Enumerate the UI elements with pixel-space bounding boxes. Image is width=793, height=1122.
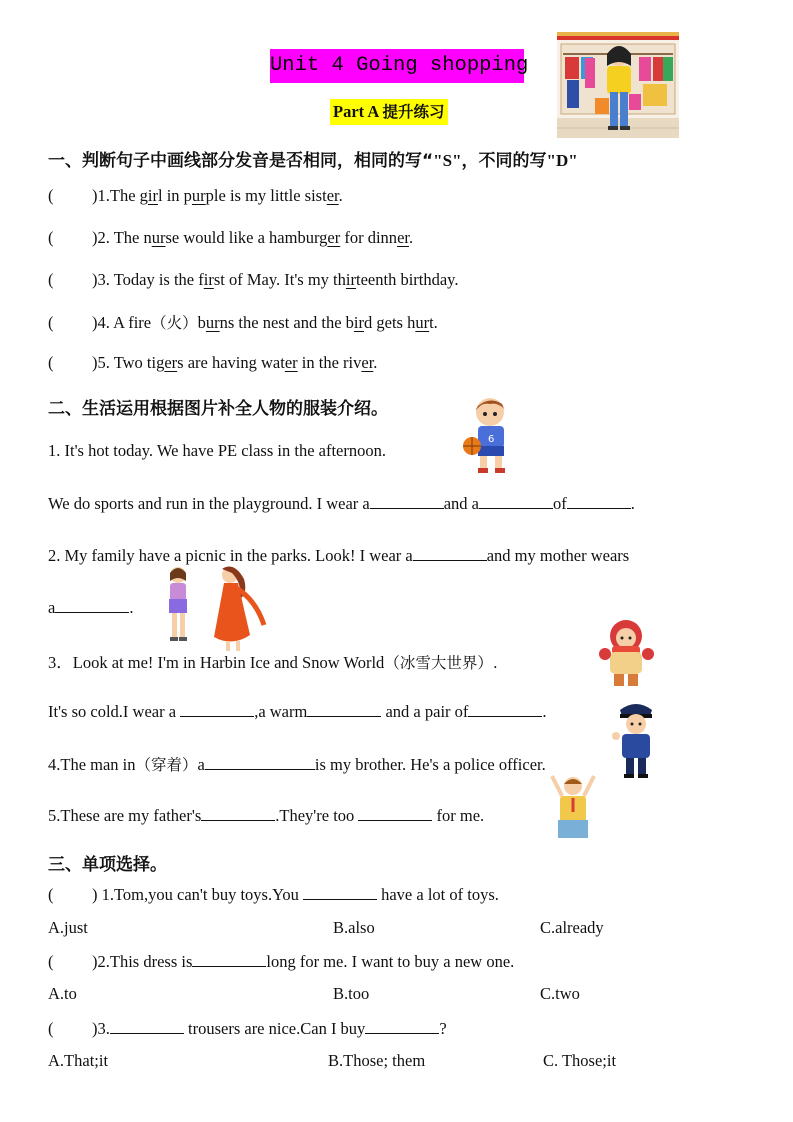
subtitle-part: Part A [333,102,379,121]
answer-paren[interactable]: ( [48,270,54,289]
text: )3. Today is the f [92,270,204,289]
text: is my brother. He's a police officer. [314,755,546,774]
section3-q2-option-b[interactable]: B.too [333,984,370,1003]
section3-question-2 [48,951,514,972]
section3-q3-option-a[interactable]: A.That;it [48,1051,109,1070]
text: ns the nest and the b [219,313,354,332]
text: ) 1.Tom,you can't buy toys.You [92,885,303,904]
text: ? [439,1019,447,1038]
section3-question-3 [48,1018,447,1039]
text: . [630,494,635,513]
answer-paren[interactable]: ( [48,885,54,904]
text: l in p [158,186,192,205]
text: a [197,755,205,774]
page-title: Unit 4 Going shopping [270,49,524,83]
underlined-sound: er [164,353,178,372]
answer-blank[interactable] [370,493,444,509]
text: )4. A fire [92,313,152,332]
text: of [553,494,567,513]
underlined-sound: ir [345,270,356,289]
text: )3. [92,1019,110,1038]
winter-girl-picture [598,616,656,690]
section3-question-1 [48,884,499,905]
text: teenth birthday. [356,270,459,289]
text: It's so cold.I wear a [48,702,181,721]
text: d gets h [364,313,416,332]
text: long for me. I want to buy a new one. [266,952,515,971]
answer-paren[interactable]: ( [48,228,54,247]
section3-heading: 三、单项选择。 [48,855,167,875]
shopping-girl-picture [557,32,679,138]
section2-heading: 二、生活运用根据图片补全人物的服装介绍。 [48,399,388,419]
text: for me. [432,806,485,825]
answer-blank[interactable] [303,884,377,900]
underlined-sound: ur [205,313,220,332]
section1-heading-d: "D" [546,151,578,170]
text: and a [443,494,479,513]
answer-paren[interactable]: ( [48,952,54,971]
svg-text:6: 6 [488,434,495,445]
text: 2. My family have a picnic in the parks. Look! I wear a [48,546,413,565]
section2-q5 [48,805,484,826]
text: 4.The man in [48,755,136,774]
answer-blank[interactable] [358,805,432,821]
section2-q4 [48,753,546,775]
answer-paren[interactable]: ( [48,313,54,332]
text: and a pair of [381,702,469,721]
answer-blank[interactable] [468,701,542,717]
text: . [338,186,343,205]
text: t. [429,313,438,332]
text: in the riv [297,353,362,372]
section3-q1-option-a[interactable]: A.just [48,918,88,937]
answer-blank[interactable] [413,545,487,561]
answer-blank[interactable] [479,493,553,509]
underlined-sound: ir [203,270,214,289]
text-cn: （火） [151,314,198,332]
section3-q2-option-a[interactable]: A.to [48,984,77,1003]
underlined-sound: er [361,353,374,372]
subtitle-practice: 提升练习 [382,103,445,121]
section1-question-2 [48,228,413,248]
section2-q1-line2 [48,493,635,514]
page-subtitle [330,99,448,125]
answer-blank[interactable] [55,597,129,613]
text: trousers are nice.Can I buy [183,1019,366,1038]
underlined-sound: er [327,228,341,247]
text-cn: （穿着） [135,756,198,774]
section1-question-4 [48,311,438,333]
text: for dinn [340,228,398,247]
text: ,a warm [254,702,308,721]
underlined-sound: ur [151,228,166,247]
section3-q2-option-c[interactable]: C.two [540,984,580,1003]
text: b [197,313,206,332]
underlined-sound: er [397,228,409,247]
text: have a lot of toys. [376,885,499,904]
text: )2. The n [92,228,152,247]
answer-blank[interactable] [567,493,631,509]
text: 5.These are my father's [48,806,202,825]
underlined-sound: ir [147,186,158,205]
text: 3．Look at me! I'm in Harbin Ice and Snow World [48,653,385,672]
section2-q2-line2 [48,597,133,618]
text: . [542,702,547,721]
section2-q2-line1 [48,545,629,566]
text: )1.The g [92,186,148,205]
answer-blank[interactable] [205,754,315,770]
section1-heading-text: 一、判断句子中画线部分发音是否相同，相同的写“ [48,151,434,171]
section1-heading [48,146,578,171]
section1-heading-s: "S" [433,151,462,170]
section1-question-3 [48,270,458,290]
text: ple is my little sist [205,186,327,205]
section1-question-5 [48,353,377,373]
section1-heading-mid: ，不同的写 [461,151,547,171]
text: st of May. It's my th [213,270,346,289]
answer-paren[interactable]: ( [48,353,54,372]
text: . [373,353,378,372]
underlined-sound: ur [191,186,206,205]
underlined-sound: er [326,186,339,205]
underlined-sound: ir [353,313,364,332]
girl-and-mother-picture [160,565,272,655]
text: We do sports and run in the playground. I wear a [48,494,370,513]
section1-question-1 [48,186,343,206]
text: a [48,598,56,617]
underlined-sound: ur [415,313,430,332]
answer-blank[interactable] [180,701,254,717]
text-cn: （冰雪大世界）. [384,654,498,672]
boy-in-big-clothes-picture [548,772,598,842]
answer-paren[interactable]: ( [48,1019,54,1038]
text: . [129,598,134,617]
basketball-boy-picture [460,396,530,476]
text: )2.This dress is [92,952,193,971]
text: se would like a hamburg [165,228,328,247]
answer-blank[interactable] [192,951,266,967]
answer-blank[interactable] [201,805,275,821]
text: s are having wat [177,353,285,372]
section2-q3-line1 [48,649,498,673]
section3-q3-option-b[interactable]: B.Those; them [328,1051,426,1070]
section3-q3-option-c[interactable]: C. Those;it [543,1051,617,1070]
section3-q1-option-c[interactable]: C.already [540,918,604,937]
answer-blank[interactable] [365,1018,439,1034]
answer-blank[interactable] [110,1018,184,1034]
text: )5. Two tig [92,353,165,372]
text: and my mother wears [486,546,630,565]
underlined-sound: er [284,353,298,372]
section2-q3-line2 [48,701,547,722]
text: . [408,228,414,247]
answer-paren[interactable]: ( [48,186,54,205]
answer-blank[interactable] [307,701,381,717]
section3-q1-option-b[interactable]: B.also [333,918,375,937]
section2-q1-line1: 1. It's hot today. We have PE class in the afternoon. [48,441,386,460]
text: .They're too [275,806,359,825]
police-officer-picture [612,700,660,780]
